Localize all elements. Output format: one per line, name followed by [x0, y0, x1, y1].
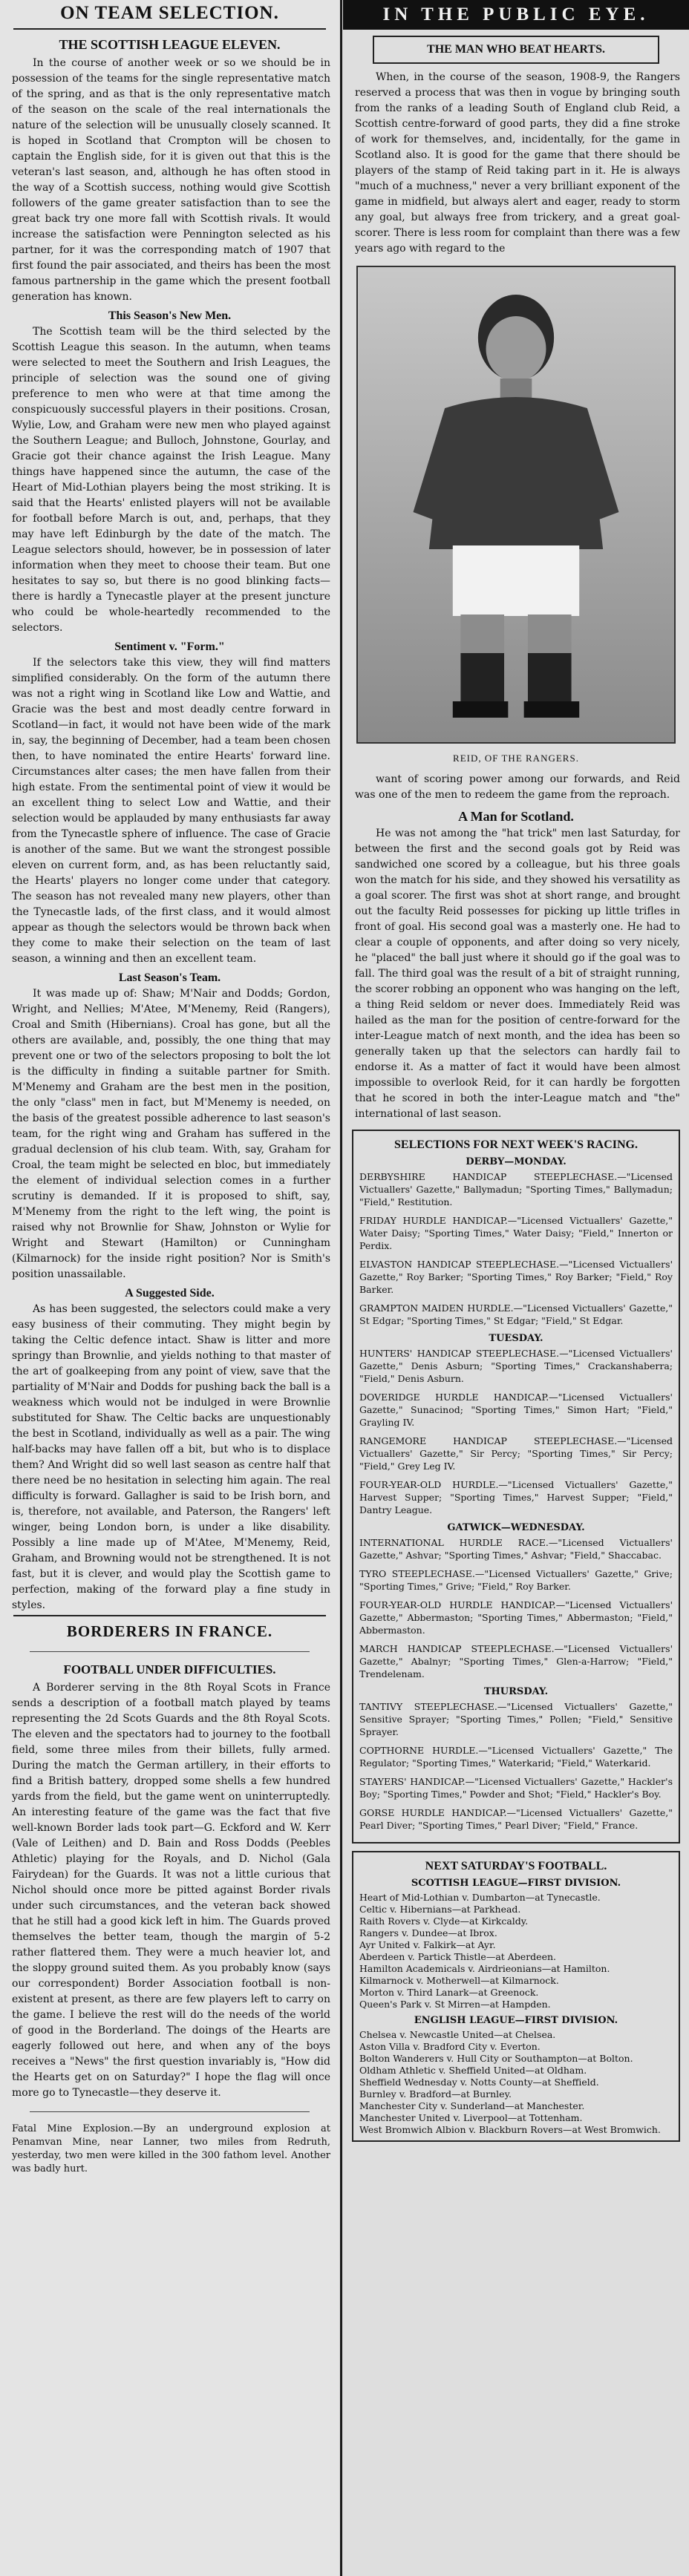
new-men-heading: This Season's New Men. [108, 309, 232, 322]
fatal-divider [30, 2111, 310, 2112]
race-selection: GRAMPTON MAIDEN HURDLE.—"Licensed Victuallers' Gazette," St Edgar; "Sporting Times," St Edgar; "Field," St Edgar. [359, 1302, 673, 1326]
column-rule [340, 0, 342, 2576]
right-masthead: IN THE PUBLIC EYE. [343, 0, 689, 30]
sentiment-paragraph: If the selectors take this view, they will find matters simplified considerably. On the form of the autumn there was not a right wing in Scotland like Low and Wattie, and Gracie was the best and most deadly centre forward in Scotland—in fact, it would not have been wide of the mark in, say, the beginning of December, had a team been chosen then, to have nominated the entire Hearts' forward line. Circumstances alter cases; the men have fallen from their high estate. From the sentimental point of view it would be an excellent thing to select Low and Wattie, and their selection would be applauded by many enthusiasts far away from the Tynecastle sphere of influence. The case of Gracie is another of the same. But we want the strongest possible eleven on current form, and, as has been reluctantly said, the Hearts' players no longer come under that category. The season has not revealed many new players, other than the Tynecastle lads, of the first class, and it would almost appear as though the selectors would be thrown back when they come to make their selection on the team of last season, a winning and then an excellent team. [12, 657, 330, 965]
english-league-heading: ENGLISH LEAGUE—FIRST DIVISION. [414, 2015, 618, 2026]
english-fixture: Aston Villa v. Bradford City v. Everton. [359, 2041, 541, 2052]
racing-selections-box [352, 1130, 680, 1843]
borderers-rule [13, 1615, 326, 1616]
race-selection: MARCH HANDICAP STEEPLECHASE.—"Licensed Victuallers' Gazette," Abalnyr; "Sporting Times," Glen-a-Harrow; "Field," Trendelenam. [359, 1643, 673, 1679]
race-selection: DERBYSHIRE HANDICAP STEEPLECHASE.—"Licensed Victuallers' Gazette," Ballymadun; "Sporting Times," Ballymadun; "Field," Restitution. [359, 1171, 673, 1207]
race-selection: DOVERIDGE HURDLE HANDICAP.—"Licensed Victuallers' Gazette," Sunacinod; "Sporting Times," Simon Hart; "Field," Grayling IV. [359, 1392, 673, 1428]
scottish-fixture: Hamilton Academicals v. Airdrieonians—at Hamilton. [359, 1963, 610, 1974]
english-fixture: Sheffield Wednesday v. Notts County—at Sheffield. [359, 2077, 599, 2088]
race-day-heading: THURSDAY. [483, 1686, 549, 1697]
last-team-paragraph: It was made up of: Shaw; M'Nair and Dodds; Gordon, Wright, and Nellies; M'Atee, M'Menemy, Reid (Rangers), Croal and Smith (Hibernians). Croal has gone, but all the others are available, and, possibly, the one thing that may prevent one or two of the selectors proposing to bolt the lot is the difficulty in finding a suitable partner for Smith. M'Menemy and Graham are the best men in the position, the only "class" men in fact, but M'Menemy is needed, on the basis of the greatest possible adherence to last season's team, for the right wing and Graham has suffered in the gradual declension of his club team. With, say, Graham for Croal, the team might be selected en bloc, but immediately the element of individual selection comes in a further scrutiny is demanded. If it is proposed to shift, say, M'Menemy from the right to the left wing, the point is raised why not Brownlie for Shaw, Johnston or Wylie for Wright and Stewart (Hamilton) or Cunningham (Kilmarnock) for the inside right position? Nor is Smith's position unassailable. [12, 988, 330, 1280]
fatal-explosion-paragraph: Fatal Mine Explosion.—By an underground explosion at Penamvan Mine, near Lanner, two miles from Redruth, yesterday, two men were killed in the 300 fathom level. Another was badly hurt. [12, 2123, 330, 2174]
new-men-paragraph: The Scottish team will be the third selected by the Scottish League this season. In the autumn, when teams were selected to meet the Southern and Irish Leagues, the principle of selection was the sound one of giving preference to men who were at that time among the conspicuously successful players in their positions. Crosan, Wylie, Low, and Graham were new men who played against the Southern League; and Bulloch, Johnstone, Gourlay, and Gracie got their chance against the Irish League. Many things have happened since the autumn, the case of the Heart of Mid-Lothian players being the most striking. It is said that the Hearts' enlisted players will not be available for football before March is out, and, perhaps, that they may have left Edinburgh by the date of the match. The League selectors should, however, be in possession of later information when they meet to choose their team. But one hesitates to say so, but there is no good blinking facts—there is hardly a Tynecastle player at the present juncture who could be whole-heartedly recommended to the selectors. [12, 326, 330, 634]
racing-title: SELECTIONS FOR NEXT WEEK'S RACING. [394, 1138, 638, 1151]
league-eleven-subtitle: THE SCOTTISH LEAGUE ELEVEN. [59, 37, 281, 52]
photo-caption: REID, OF THE RANGERS. [453, 753, 579, 764]
scottish-fixture: Celtic v. Hibernians—at Parkhead. [359, 1904, 521, 1915]
football-title: NEXT SATURDAY'S FOOTBALL. [425, 1860, 607, 1872]
english-fixture: Manchester United v. Liverpool—at Tottenham. [359, 2112, 583, 2123]
scottish-fixture: Raith Rovers v. Clyde—at Kirkcaldy. [359, 1915, 529, 1927]
scottish-fixture: Queen's Park v. St Mirren—at Hampden. [359, 1999, 551, 2010]
race-selection: TYRO STEEPLECHASE.—"Licensed Victuallers' Gazette," Grive; "Sporting Times," Grive; "Field," Roy Barker. [359, 1568, 673, 1592]
race-selection: FRIDAY HURDLE HANDICAP.—"Licensed Victuallers' Gazette," Water Daisy; "Sporting Times," Water Daisy; "Field," Innerton or Perdix. [359, 1215, 673, 1251]
last-team-heading: Last Season's Team. [118, 971, 221, 984]
borderers-paragraph: A Borderer serving in the 8th Royal Scots in France sends a description of a football match played by teams representing the 2d Scots Guards and the 8th Royal Scots. The eleven and the spectators had to journey to the football field, some three miles from their billets, fully armed. During the match the German artillery, in their efforts to find a British battery, dropped some shells a few hundred yards from the field, but the game went on uninterruptedly. An interesting feature of the game was the fact that five well-known Border lads took part—G. Eckford and W. Kerr (Vale of Leithen) and D. Bain and Ross Dodds (Peebles Athletic) playing for the Royals, and D. Nichol (Gala Fairydean) for the Guards. It was not a little curious that Nichol should once more be pitted against Border rivals under such circumstances, and the veteran back showed that he still had a good kick left in him. The Guards proved themselves the better team, though the margin of 5-2 rather flattered them. They were a much heavier lot, and the sloppy ground suited them. As you probably know (says our correspondent) Border Association football is non-existent at present, as there are few players left to carry on the game. I believe the rest will do the needs of the world of good in the Borderland. The doings of the Hearts are eagerly followed out here, and when any of the boys receives a "News" the first question invariably is, "How did the Hearts get on on Saturday?" I hope the flag will once more go to Tynecastle—they deserve it. [12, 1682, 330, 2099]
man-who-beat-hearts-title: THE MAN WHO BEAT HEARTS. [373, 36, 659, 64]
race-day-heading: GATWICK—WEDNESDAY. [447, 1522, 585, 1533]
reid-intro-paragraph: When, in the course of the season, 1908-9, the Rangers reserved a process that was then in vogue by bringing south from the ranks of a leading South of England club Reid, a Scottish centre-forward of good parts, they did a fine stroke of work for themselves, and, incidentally, for the game in Scotland also. It is good for the game that there should be players of the stamp of Reid taking part in it. He is always "much of a muchness," never a very brilliant exponent of the game in midfield, but always alert and eager, ready to storm any goal, but always free from trickery, and a great goal-scorer. There is less room for complaint than there was a few years ago with regard to the [355, 71, 680, 255]
race-selection: GORSE HURDLE HANDICAP.—"Licensed Victuallers' Gazette," Pearl Diver; "Sporting Times," Pearl Diver; "Field," France. [359, 1807, 673, 1831]
race-selection: STAYERS' HANDICAP.—"Licensed Victuallers' Gazette," Hackler's Boy; "Sporting Times," Powder and Shot; "Field," Hackler's Boy. [359, 1776, 673, 1800]
race-selection: FOUR-YEAR-OLD HURDLE.—"Licensed Victuallers' Gazette," Harvest Supper; "Sporting Times," Harvest Supper; "Field," Dantry League. [359, 1479, 673, 1515]
borderers-divider [30, 1651, 310, 1652]
football-fixtures-box [352, 1851, 680, 2142]
scottish-fixture: Rangers v. Dundee—at Ibrox. [359, 1927, 497, 1938]
reid-photo [356, 266, 676, 744]
borderers-heading: BORDERERS IN FRANCE. [66, 1622, 273, 1640]
race-day-heading: TUESDAY. [489, 1333, 543, 1344]
sentiment-heading: Sentiment v. "Form." [114, 640, 225, 653]
race-day-heading: DERBY—MONDAY. [466, 1156, 566, 1167]
scottish-fixture: Ayr United v. Falkirk—at Ayr. [359, 1939, 496, 1950]
race-selection: RANGEMORE HANDICAP STEEPLECHASE.—"Licensed Victuallers' Gazette," Sir Percy; "Sporting Times," Sir Percy; "Field," Grey Leg IV. [359, 1435, 673, 1472]
racing-list [359, 1156, 673, 1832]
suggested-paragraph: As has been suggested, the selectors could make a very easy business of their commuting. They might begin by taking the Celtic defence intact. Shaw is litter and more springy than Brownlie, and yields nothing to that master of the art of goalkeeping from any point of view, save that the partiality of M'Nair and Dodds for pushing back the ball is a weakness which would not be indulged in were Brownlie substituted for Shaw. The Celtic backs are unquestionably the best in Scotland, individually as well as a pair. The wing half-backs may have fallen off a bit, but who is to displace them? And Wright did so well last season as centre half that there need be no hesitation in selecting him again. The real difficulty is forward. Gallagher is said to be Irish born, and is, therefore, not available, and Paterson, the Rangers' left winger, being London born, is under a like disability. Possibly a line made up of M'Atee, M'Menemy, Reid, Graham, and Browning would not be strengthened. It is not fast, but it is clever, and would play the Scottish game to perfection, making of the forward play a fine study in styles. [12, 1303, 330, 1611]
right-column [343, 0, 689, 2576]
left-rule [13, 28, 326, 30]
football-difficulties-heading: FOOTBALL UNDER DIFFICULTIES. [63, 1662, 276, 1677]
english-fixture: Manchester City v. Sunderland—at Manchester. [359, 2100, 585, 2111]
english-fixture: Burnley v. Bradford—at Burnley. [359, 2088, 512, 2100]
boxed-title-wrap [373, 36, 659, 64]
suggested-heading: A Suggested Side. [125, 1287, 215, 1300]
scottish-fixture: Morton v. Third Lanark—at Greenock. [359, 1987, 539, 1998]
scottish-fixtures [359, 1892, 673, 2010]
race-selection: TANTIVY STEEPLECHASE.—"Licensed Victuallers' Gazette," Sensitive Sprayer; "Sporting Times," Pollen; "Field," Sensitive Sprayer. [359, 1701, 673, 1737]
scottish-fixture: Kilmarnock v. Motherwell—at Kilmarnock. [359, 1975, 559, 1986]
reid-silhouette [358, 267, 674, 742]
man-for-scotland-heading: A Man for Scotland. [458, 809, 574, 824]
english-fixture: Bolton Wanderers v. Hull City or Southampton—at Bolton. [359, 2053, 633, 2064]
race-selection: INTERNATIONAL HURDLE RACE.—"Licensed Victuallers' Gazette," Ashvar; "Sporting Times," Ashvar; "Field," Shaccabac. [359, 1537, 673, 1561]
english-fixture: West Bromwich Albion v. Blackburn Rovers—at West Bromwich. [359, 2124, 661, 2135]
english-fixtures [359, 2029, 673, 2136]
man-for-scotland-paragraph: He was not among the "hat trick" men last Saturday, for between the first and the second goals got by Reid was sandwiched one scored by a colleague, but his three goals won the match for his side, and they showed his versatility as a goal scorer. The first was shot at short range, and brought out the faculty Reid possesses for picking up little trifles in front of goal. His second goal was a masterly one. He had to clear a couple of opponents, and after doing so very nicely, he "placed" the ball just where it should go if the goal was to fall. The third goal was the result of a bit of straight running, the scorer robbing an opponent who was hanging on the left, a thing Reid seldom or never does. Immediately Reid was hailed as the man for the position of centre-forward for the inter-League match of next month, and the idea has been so generally taken up that the selectors can hardly fail to endorse it. As a matter of fact it would have been almost impossible to overlook Reid, for it can hardly be forgotten that he scored in both the inter-League match and "the" international of last season. [355, 827, 680, 1120]
english-fixture: Oldham Athletic v. Sheffield United—at Oldham. [359, 2065, 587, 2076]
race-selection: HUNTERS' HANDICAP STEEPLECHASE.—"Licensed Victuallers' Gazette," Denis Asburn; "Sporting Times," Crackanshaberra; "Field," Denis Asburn. [359, 1348, 673, 1384]
race-selection: ELVASTON HANDICAP STEEPLECHASE.—"Licensed Victuallers' Gazette," Roy Barker; "Sporting Times," Roy Barker; "Field," Roy Barker. [359, 1259, 673, 1295]
scottish-fixture: Aberdeen v. Partick Thistle—at Aberdeen. [359, 1951, 556, 1962]
left-column [0, 0, 339, 2576]
race-selection: COPTHORNE HURDLE.—"Licensed Victuallers' Gazette," The Regulator; "Sporting Times," Waterkarid; "Field," Waterkarid. [359, 1745, 673, 1769]
scottish-fixture: Heart of Mid-Lothian v. Dumbarton—at Tynecastle. [359, 1892, 601, 1903]
after-photo-paragraph: want of scoring power among our forwards, and Reid was one of the men to redeem the game from the reproach. [355, 773, 680, 801]
race-selection: FOUR-YEAR-OLD HURDLE HANDICAP.—"Licensed Victuallers' Gazette," Abbermaston; "Sporting Times," Abbermaston; "Field," Abbermaston. [359, 1599, 673, 1636]
intro-paragraph: In the course of another week or so we should be in possession of the teams for the single representative match of the spring, and as that is the only representative match of the season on the scale of the real internationals the nature of the selection will be unusually closely scanned. It is hoped in Scotland that Crompton will be chosen to captain the English side, for it is given out that this is the veteran's last season, and, although he has often stood in the way of a Scottish success, nothing would give Scottish followers of the game greater satisfaction than to see the great back try one more fall with Scottish rivals. It would increase the satisfaction were Pennington selected as his partner, for it was the corresponding match of 1907 that first found the pair associated, and theirs has been the most famous partnership in the game which the present football generation has known. [12, 57, 330, 303]
scottish-league-heading: SCOTTISH LEAGUE—FIRST DIVISION. [411, 1878, 621, 1889]
english-fixture: Chelsea v. Newcastle United—at Chelsea. [359, 2029, 556, 2040]
left-masthead: ON TEAM SELECTION. [60, 3, 279, 23]
